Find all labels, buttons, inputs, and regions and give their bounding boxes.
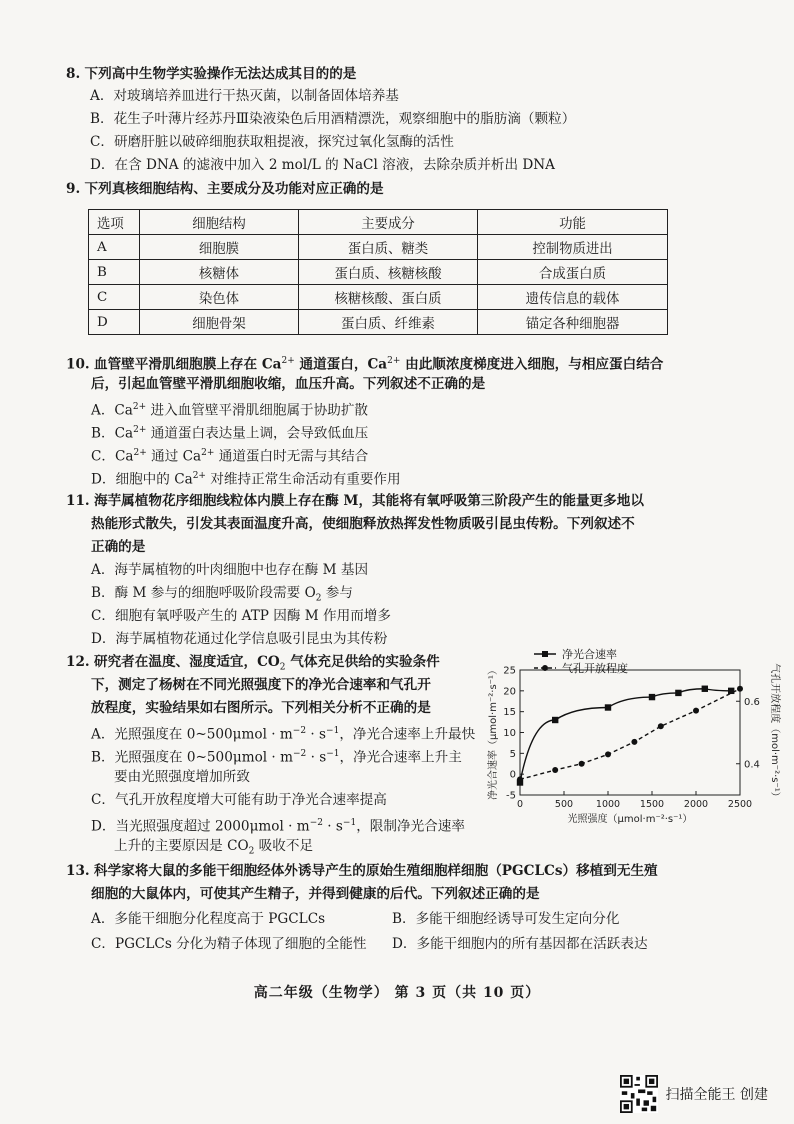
q13-option-a: A．多能干细胞分化程度高于 PGCLCs [91, 911, 326, 927]
y-right-tick-label: 0.4 [744, 759, 760, 771]
option-text: A．光照强度在 0~500μmol · m [91, 726, 293, 743]
table-cell: 控制物质进出 [478, 235, 668, 260]
option-text: 进入血管壁平滑肌细胞属于协助扩散 [146, 402, 369, 419]
q13-option-d: D．多能干细胞内的所有基因都在活跃表达 [392, 936, 648, 952]
q8-number: 8. [66, 66, 81, 82]
superscript: −1 [342, 818, 357, 828]
q10-stem-text: 通道蛋白，Ca [294, 356, 388, 373]
option-text: C．Ca [91, 448, 134, 465]
y-left-tick-label: 25 [503, 665, 516, 677]
table-row [89, 260, 668, 285]
table-header: 功能 [478, 210, 668, 235]
q8-option-a: A．对玻璃培养皿进行干热灭菌，以制备固体培养基 [90, 88, 399, 104]
option-text: B．光照强度在 0~500μmol · m [91, 749, 293, 766]
superscript: 2+ [133, 425, 147, 435]
x-tick-label: 2500 [727, 799, 753, 810]
data-point-circle [579, 761, 585, 767]
option-text: D．细胞中的 Ca [91, 471, 193, 488]
q12-stem-line2: 下，测定了杨树在不同光照强度下的净光合速率和气孔开 [91, 677, 431, 693]
q9-number: 9. [66, 181, 81, 197]
q11-stem-text: 海芋属植物花序细胞线粒体内膜上存在酶 M，其能将有氧呼吸第三阶段产生的能量更多地以 [93, 493, 644, 509]
data-point-circle [552, 767, 558, 773]
data-point-square [552, 717, 558, 723]
q10-option-a [91, 397, 368, 421]
option-text: 通过 Ca [146, 448, 202, 465]
x-tick-label: 1000 [595, 799, 621, 810]
table-header: 主要成分 [299, 210, 478, 235]
q12-option-d [91, 813, 465, 837]
data-point-circle [693, 708, 699, 714]
q11-option-d: D．海芋属植物花通过化学信息吸引昆虫为其传粉 [91, 631, 388, 647]
q12-stem-line1 [66, 652, 440, 678]
qr-code-icon [620, 1075, 658, 1113]
y-right-axis-label: 气孔开放程度（mol·m⁻²·s⁻¹） [769, 663, 780, 802]
q13-number: 13. [66, 863, 90, 879]
table-header-row [89, 210, 668, 235]
option-text: 通道蛋白表达量上调，会导致低血压 [146, 425, 369, 442]
subscript: 2 [248, 846, 255, 857]
option-text: ，限制净光合速率 [356, 818, 465, 835]
x-tick-label: 0 [516, 799, 524, 810]
x-axis-label: 光照强度（μmol·m⁻²·s⁻¹） [567, 814, 693, 825]
table-cell: C [89, 285, 140, 310]
superscript: −2 [292, 726, 307, 736]
table-cell: B [89, 260, 140, 285]
superscript: −1 [326, 726, 340, 736]
q10-stem-text: 由此顺浓度梯度进入细胞，与相应蛋白结合 [400, 356, 664, 373]
option-text: B．Ca [91, 425, 134, 442]
q11-stem-line2: 热能形式散失，引发其表面温度升高，使细胞释放热挥发性物质吸引昆虫传粉。下列叙述不 [91, 516, 635, 532]
q13-option-c: C．PGCLCs 分化为精子体现了细胞的全能性 [91, 936, 367, 952]
superscript: −2 [309, 818, 323, 828]
x-tick-label: 1500 [639, 799, 665, 810]
option-text: · s [322, 818, 343, 835]
option-text: B．酶 M 参与的细胞呼吸阶段需要 O [91, 585, 316, 601]
data-point-circle [517, 776, 523, 782]
data-point-circle [658, 723, 664, 729]
superscript: 2+ [132, 402, 147, 412]
data-point-circle [631, 739, 637, 745]
q13-stem-text: 科学家将大鼠的多能干细胞经体外诱导产生的原始生殖细胞样细胞（PGCLCs）移植到无生殖 [93, 863, 658, 879]
q12-stem-line3: 放程度，实验结果如右图所示。下列相关分析不正确的是 [91, 700, 431, 716]
watermark-text: 扫描全能王 创建 [665, 1087, 768, 1103]
option-text: 对维持正常生命活动有重要作用 [205, 471, 401, 488]
q13-stem-line2: 细胞的大鼠体内，可使其产生精子，并得到健康的后代。下列叙述正确的是 [91, 886, 540, 902]
q11-option-a: A．海芋属植物的叶肉细胞中也存在酶 M 基因 [91, 562, 369, 578]
table-cell: 蛋白质、纤维素 [299, 310, 478, 335]
q12-number: 12. [66, 654, 90, 670]
table-header: 选项 [89, 210, 140, 235]
y-left-tick-label: -5 [506, 790, 516, 802]
q12-option-c: C．气孔开放程度增大可能有助于净光合速率提高 [91, 792, 387, 808]
q10-stem-text: 血管壁平滑肌细胞膜上存在 Ca [93, 356, 282, 373]
table-row [89, 285, 668, 310]
table-cell: 细胞膜 [140, 235, 299, 260]
y-left-tick-label: 5 [509, 748, 516, 760]
table-cell: 蛋白质、糖类 [299, 235, 478, 260]
q8-stem-text: 下列高中生物学实验操作无法达成其目的的是 [84, 66, 357, 82]
data-point-square [702, 686, 708, 692]
y-left-tick-label: 10 [503, 728, 516, 739]
legend-label: 净光合速率 [562, 648, 617, 661]
chart-plot-layer [486, 647, 782, 825]
table-cell: 合成蛋白质 [478, 260, 668, 285]
data-point-circle [605, 751, 611, 757]
table-cell: 核糖体 [140, 260, 299, 285]
q10-number: 10. [66, 356, 90, 373]
table-cell: D [89, 310, 140, 335]
q12-stem-text: 气体充足供给的实验条件 [285, 654, 440, 670]
q10-option-c [91, 443, 368, 467]
series-line [520, 689, 740, 780]
option-text: ，净光合速率上升最快 [339, 726, 476, 743]
q10-stem-line1 [66, 351, 663, 375]
table-row [89, 310, 668, 335]
q12-stem-text: 研究者在温度、湿度适宜，CO [93, 654, 280, 670]
q10-stem-line2: 后，引起血管壁平滑肌细胞收缩，血压升高。下列叙述不正确的是 [91, 376, 486, 392]
table-cell: A [89, 235, 140, 260]
y-left-tick-label: 15 [503, 707, 516, 719]
table-row [89, 235, 668, 260]
table-cell: 遗传信息的载体 [478, 285, 668, 310]
x-tick-label: 2000 [683, 799, 709, 810]
table-cell: 核糖核酸、蛋白质 [299, 285, 478, 310]
q11-number: 11. [66, 493, 90, 509]
option-text: 参与 [321, 585, 353, 601]
option-text: A．Ca [91, 402, 133, 419]
data-point-square [605, 704, 611, 710]
q10-option-b [91, 420, 368, 444]
superscript: 2+ [192, 471, 206, 481]
legend-label: 气孔开放程度 [562, 662, 628, 675]
q9-stem-text: 下列真核细胞结构、主要成分及功能对应正确的是 [84, 181, 384, 197]
table-cell: 蛋白质、核糖核酸 [299, 260, 478, 285]
option-text: D．当光照强度超过 2000μmol · m [91, 818, 310, 835]
q11-stem-line1 [66, 491, 644, 511]
option-text: 通道蛋白时无需与其结合 [214, 448, 369, 465]
q11-option-c: C．细胞有氧呼吸产生的 ATP 因酶 M 作用而增多 [91, 608, 391, 624]
q10-option-d [91, 466, 401, 490]
superscript: −1 [326, 749, 340, 759]
q12-option-b [91, 744, 462, 768]
option-text: · s [306, 726, 327, 743]
page-footer: 高二年级（生物学） 第 3 页（共 10 页） [253, 985, 541, 1001]
y-left-tick-label: 0 [509, 769, 516, 781]
legend-marker-circle [542, 665, 548, 671]
y-left-axis-label: 净光合速率（μmol·m⁻²·s⁻¹） [488, 665, 499, 800]
q12-option-a [91, 721, 475, 745]
y-left-tick-label: 20 [503, 686, 516, 698]
table-cell: 染色体 [140, 285, 299, 310]
q11-stem-line3: 正确的是 [91, 539, 146, 555]
superscript: 2+ [133, 448, 147, 458]
series-line [520, 689, 731, 783]
q8-option-b: B．花生子叶薄片经苏丹Ⅲ染液染色后用酒精漂洗，观察细胞中的脂肪滴（颗粒） [90, 111, 576, 127]
q12-option-b-line2: 要由光照强度增加所致 [114, 769, 250, 785]
q12-option-d-line2 [114, 836, 313, 862]
scanner-watermark [620, 1075, 768, 1113]
q11-option-b [91, 583, 353, 609]
q9-stem [66, 179, 384, 199]
table-cell: 锚定各种细胞器 [478, 310, 668, 335]
q9-table [88, 209, 668, 335]
data-point-circle [737, 686, 743, 692]
superscript: 2+ [201, 448, 215, 458]
option-text: ，净光合速率上升主 [339, 749, 462, 766]
legend-marker-square [542, 651, 548, 657]
superscript: −2 [292, 749, 307, 759]
data-point-square [675, 690, 681, 696]
option-text: 吸收不足 [254, 838, 314, 854]
q8-stem [66, 64, 356, 84]
superscript: 2+ [281, 356, 295, 366]
table-cell: 细胞骨架 [140, 310, 299, 335]
table-header: 细胞结构 [140, 210, 299, 235]
data-point-square [728, 688, 734, 694]
superscript: 2+ [387, 356, 401, 366]
subscript: 2 [315, 593, 322, 604]
q12-chart [482, 640, 782, 830]
option-text: 上升的主要原因是 CO [114, 838, 249, 854]
q13-stem-line1 [66, 861, 658, 881]
subscript: 2 [279, 662, 286, 673]
x-tick-label: 500 [554, 799, 574, 810]
q13-option-b: B．多能干细胞经诱导可发生定向分化 [392, 911, 620, 927]
y-right-tick-label: 0.6 [744, 696, 760, 708]
data-point-square [649, 694, 655, 700]
q8-option-c: C．研磨肝脏以破碎细胞获取粗提液，探究过氧化氢酶的活性 [90, 134, 454, 150]
q8-option-d: D．在含 DNA 的滤液中加入 2 mol/L 的 NaCl 溶液，去除杂质并析出 DNA [90, 157, 555, 173]
option-text: · s [306, 749, 327, 766]
